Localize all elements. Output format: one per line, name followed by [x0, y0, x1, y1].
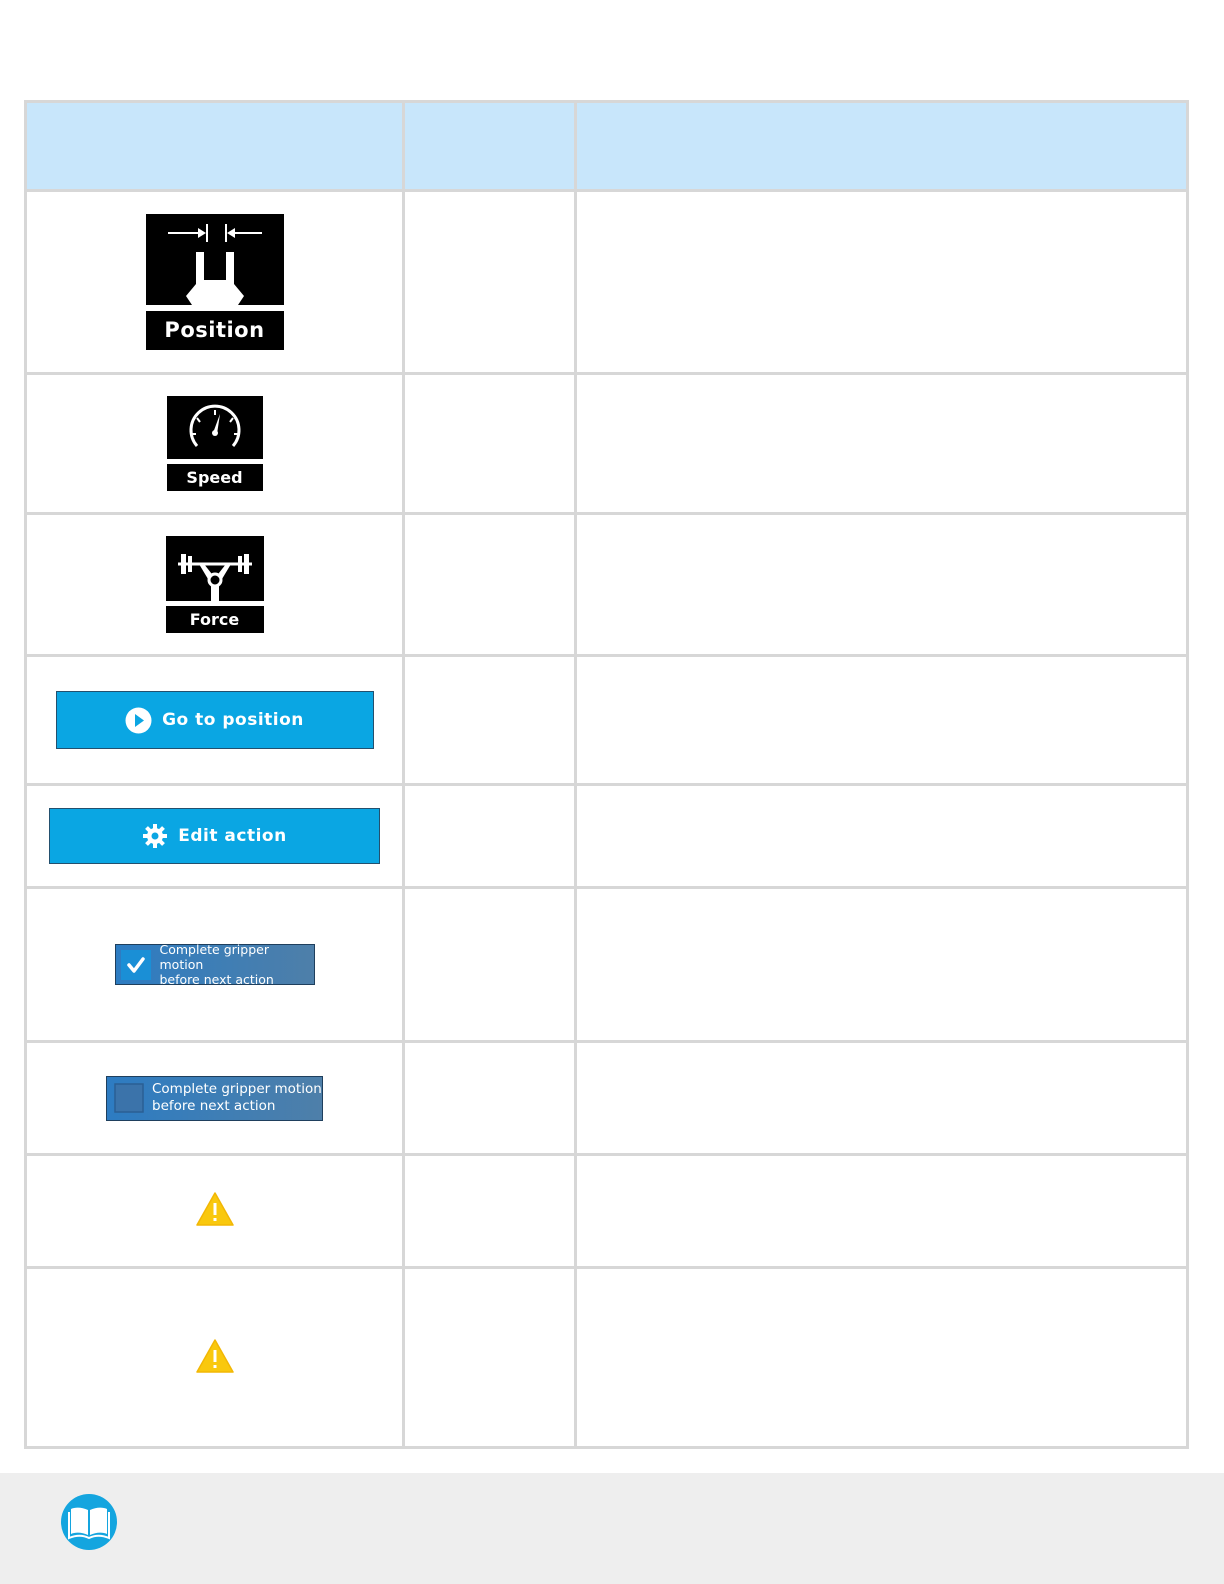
- table-row: [26, 1042, 1188, 1155]
- header-cell-1: [26, 102, 404, 191]
- checkbox-label-line1: Complete gripper motion: [152, 1081, 322, 1097]
- table-cell: [576, 374, 1188, 514]
- edit-action-label: Edit action: [178, 826, 287, 846]
- edit-action-button[interactable]: [49, 808, 380, 864]
- force-tile: [166, 536, 264, 633]
- table-header-row: [26, 102, 1188, 191]
- warning-icon: [196, 1192, 234, 1226]
- book-logo-icon: [60, 1493, 118, 1551]
- position-label: Position: [146, 311, 284, 350]
- icon-cell: [26, 514, 404, 656]
- warning-icon: [196, 1339, 234, 1373]
- complete-motion-checkbox-unchecked[interactable]: [106, 1076, 323, 1121]
- checkbox-label-line2: before next action: [152, 1098, 276, 1114]
- table-cell: [404, 785, 576, 888]
- force-label: Force: [166, 606, 264, 633]
- icon-cell: [26, 785, 404, 888]
- position-tile: [146, 214, 284, 350]
- speed-gauge-icon: [167, 396, 263, 459]
- table-cell: [576, 514, 1188, 656]
- speed-label: Speed: [167, 464, 263, 491]
- page-footer: [0, 1473, 1224, 1584]
- table-cell: [576, 1042, 1188, 1155]
- icon-cell: [26, 191, 404, 374]
- go-to-position-label: Go to position: [162, 710, 304, 730]
- icon-cell: [26, 888, 404, 1042]
- table-cell: [576, 1155, 1188, 1268]
- table-cell: [404, 656, 576, 785]
- icon-cell: [26, 374, 404, 514]
- table-row: [26, 191, 1188, 374]
- checkbox-label-line1: Complete gripper motion: [159, 942, 269, 972]
- table-row: [26, 1268, 1188, 1448]
- checkbox-unchecked-icon: [110, 1079, 148, 1117]
- icon-cell: [26, 1042, 404, 1155]
- icon-cell: [26, 1268, 404, 1448]
- table-cell: [404, 191, 576, 374]
- go-to-position-button[interactable]: [56, 691, 374, 749]
- ui-elements-table: [24, 100, 1189, 1449]
- table-cell: [576, 785, 1188, 888]
- table-row: [26, 888, 1188, 1042]
- table-cell: [576, 888, 1188, 1042]
- checkbox-checked-icon: [118, 947, 154, 983]
- force-weightlifter-icon: [166, 536, 264, 601]
- table-cell: [404, 1268, 576, 1448]
- icon-cell: [26, 1155, 404, 1268]
- play-circle-icon: [125, 707, 152, 734]
- table-cell: [404, 888, 576, 1042]
- header-cell-2: [404, 102, 576, 191]
- table-cell: [404, 514, 576, 656]
- complete-motion-checkbox-checked[interactable]: [115, 944, 315, 985]
- header-cell-3: [576, 102, 1188, 191]
- table-row: [26, 514, 1188, 656]
- table-row: [26, 785, 1188, 888]
- icon-cell: [26, 656, 404, 785]
- position-gripper-icon: [146, 214, 284, 305]
- table-cell: [576, 1268, 1188, 1448]
- table-cell: [404, 1042, 576, 1155]
- checkbox-label-line2: before next action: [159, 972, 274, 987]
- table-row: [26, 1155, 1188, 1268]
- table-row: [26, 656, 1188, 785]
- table-cell: [404, 374, 576, 514]
- gear-icon: [142, 823, 168, 849]
- table-row: [26, 374, 1188, 514]
- speed-tile: [167, 396, 263, 491]
- table-cell: [576, 191, 1188, 374]
- table-cell: [404, 1155, 576, 1268]
- table-cell: [576, 656, 1188, 785]
